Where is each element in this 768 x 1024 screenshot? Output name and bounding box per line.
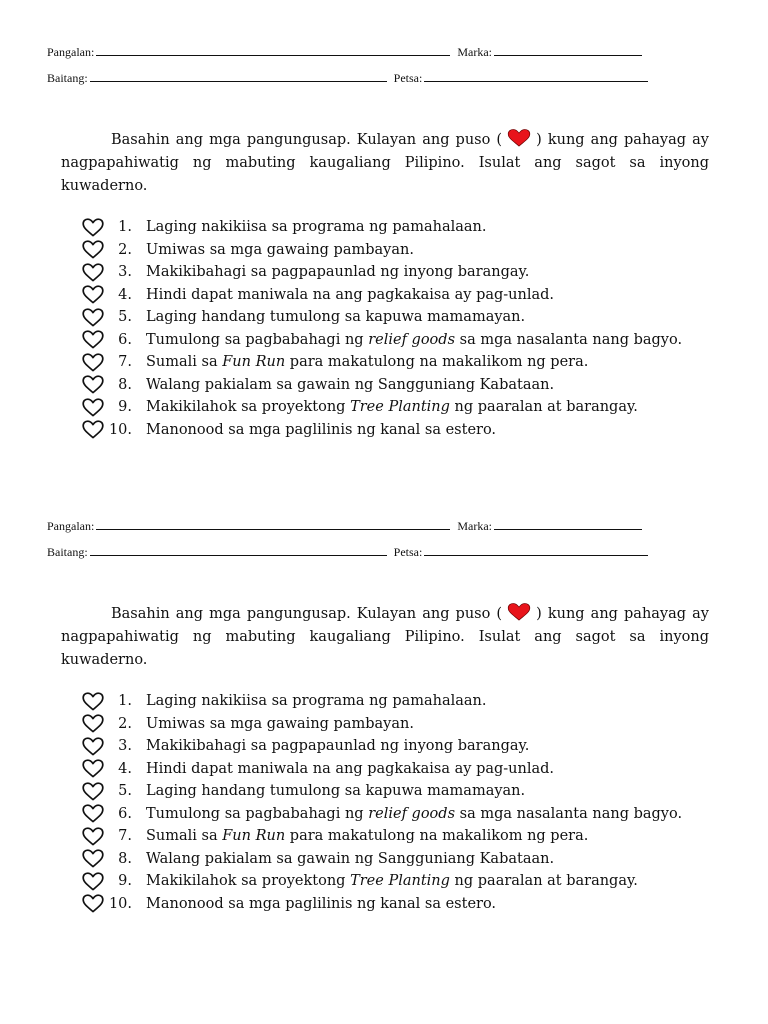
- item-text-part: para makatulong na makalikom ng pera.: [285, 354, 589, 370]
- item-text: [146, 284, 720, 307]
- item-text-part: Sumali sa: [146, 354, 223, 370]
- heart-outline-icon[interactable]: [80, 239, 106, 261]
- header-row-name: [47, 44, 642, 59]
- list-item: [80, 216, 720, 239]
- heart-outline-icon[interactable]: [80, 893, 106, 915]
- date-label: Petsa:: [393, 545, 423, 559]
- item-number: 1.: [118, 219, 132, 235]
- item-text: [146, 780, 720, 803]
- list-item: [80, 893, 720, 916]
- instructions-part-1: Basahin ang mga pangungusap. Kulayan ang puso (: [111, 132, 503, 148]
- instructions-part-2: ) kung ang pahayag ay nagpapahiwatig ng mabuting kaugaliang Pilipino. Isulat ang sagot sa inyong kuwaderno.: [61, 606, 709, 668]
- item-text: [146, 239, 720, 262]
- item-text-part: Laging nakikiisa sa programa ng pamahalaan.: [146, 219, 487, 235]
- item-text: [146, 374, 720, 397]
- name-label: Pangalan:: [47, 45, 95, 59]
- list-item: [80, 803, 720, 826]
- item-text: [146, 893, 720, 916]
- score-label: Marka:: [457, 45, 492, 59]
- item-text-part: Laging nakikiisa sa programa ng pamahalaan.: [146, 693, 487, 709]
- item-text-part: Hindi dapat maniwala na ang pagkakaisa ay pag-unlad.: [146, 286, 555, 303]
- heart-outline-icon[interactable]: [80, 713, 106, 735]
- item-number: 2.: [118, 715, 132, 732]
- item-number: 8.: [118, 376, 132, 393]
- item-text: [146, 848, 720, 871]
- item-text-part: Tumulong sa pagbabahagi ng: [146, 805, 369, 822]
- item-number: 6.: [118, 805, 132, 822]
- list-item: [80, 825, 720, 848]
- item-text: [146, 261, 720, 284]
- item-text-part: Makikibahagi sa pagpapaunlad ng inyong barangay.: [146, 264, 530, 280]
- item-text-part: para makatulong na makalikom ng pera.: [285, 828, 589, 844]
- list-item: [80, 329, 720, 352]
- item-number: 3.: [118, 264, 132, 280]
- heart-outline-icon[interactable]: [80, 825, 106, 847]
- item-text: [146, 713, 720, 736]
- item-text: [146, 419, 720, 442]
- item-text: [146, 690, 720, 713]
- item-text-part: ng paaralan at barangay.: [449, 399, 638, 415]
- red-heart-icon: [506, 603, 532, 621]
- list-item: [80, 261, 720, 284]
- item-number: 7.: [118, 354, 132, 370]
- header-row-grade: [47, 544, 648, 559]
- item-text-emphasis: Tree Planting: [350, 399, 450, 415]
- heart-outline-icon[interactable]: [80, 329, 106, 351]
- date-blank[interactable]: [424, 70, 648, 82]
- item-text-part: Walang pakialam sa gawain ng Sangguniang Kabataan.: [146, 376, 555, 393]
- heart-outline-icon[interactable]: [80, 758, 106, 780]
- item-text: [146, 351, 720, 374]
- item-number: 4.: [118, 286, 132, 303]
- item-text: [146, 216, 720, 239]
- list-item: [80, 396, 720, 419]
- list-item: [80, 780, 720, 803]
- header-row-name: [47, 518, 642, 533]
- item-number: 5.: [118, 783, 132, 799]
- heart-outline-icon[interactable]: [80, 419, 106, 441]
- statement-list: [80, 690, 720, 915]
- item-text-part: Makikilahok sa proyektong: [146, 873, 351, 889]
- item-text-emphasis: Fun Run: [222, 828, 286, 844]
- name-label: Pangalan:: [47, 519, 95, 533]
- worksheet-copy-2: [0, 512, 768, 972]
- item-text-part: Sumali sa: [146, 828, 223, 844]
- grade-blank[interactable]: [90, 544, 387, 556]
- grade-label: Baitang:: [47, 545, 88, 559]
- heart-outline-icon[interactable]: [80, 374, 106, 396]
- item-text: [146, 735, 720, 758]
- item-number: 9.: [118, 399, 132, 415]
- item-text-part: Manonood sa mga paglilinis ng kanal sa estero.: [146, 895, 497, 912]
- item-text-part: Makikilahok sa proyektong: [146, 399, 351, 415]
- heart-outline-icon[interactable]: [80, 780, 106, 802]
- header-row-grade: [47, 70, 648, 85]
- item-text: [146, 329, 720, 352]
- list-item: [80, 419, 720, 442]
- item-text-part: Umiwas sa mga gawaing pambayan.: [146, 241, 414, 258]
- list-item: [80, 870, 720, 893]
- score-blank[interactable]: [494, 518, 642, 530]
- item-text-part: Walang pakialam sa gawain ng Sangguniang Kabataan.: [146, 850, 555, 867]
- list-item: [80, 690, 720, 713]
- heart-outline-icon[interactable]: [80, 216, 106, 238]
- item-text: [146, 803, 720, 826]
- instructions: [61, 129, 709, 198]
- item-text-part: ng paaralan at barangay.: [449, 873, 638, 889]
- date-blank[interactable]: [424, 544, 648, 556]
- heart-outline-icon[interactable]: [80, 803, 106, 825]
- item-text: [146, 396, 720, 419]
- item-number: 3.: [118, 738, 132, 754]
- heart-outline-icon[interactable]: [80, 284, 106, 306]
- list-item: [80, 374, 720, 397]
- heart-outline-icon[interactable]: [80, 351, 106, 373]
- instructions: [61, 603, 709, 672]
- heart-outline-icon[interactable]: [80, 870, 106, 892]
- list-item: [80, 713, 720, 736]
- heart-outline-icon[interactable]: [80, 690, 106, 712]
- item-number: 10.: [108, 895, 132, 912]
- item-text-emphasis: relief goods: [368, 805, 456, 822]
- item-text: [146, 870, 720, 893]
- date-label: Petsa:: [393, 71, 423, 85]
- list-item: [80, 758, 720, 781]
- item-text-part: sa mga nasalanta nang bagyo.: [455, 331, 683, 348]
- list-item: [80, 351, 720, 374]
- item-text-part: Umiwas sa mga gawaing pambayan.: [146, 715, 414, 732]
- item-number: 5.: [118, 309, 132, 325]
- item-text: [146, 306, 720, 329]
- name-blank[interactable]: [96, 44, 450, 56]
- item-text: [146, 758, 720, 781]
- item-text: [146, 825, 720, 848]
- item-text-part: Manonood sa mga paglilinis ng kanal sa estero.: [146, 421, 497, 438]
- item-text-part: Hindi dapat maniwala na ang pagkakaisa ay pag-unlad.: [146, 760, 555, 777]
- item-number: 2.: [118, 241, 132, 258]
- instructions-part-1: Basahin ang mga pangungusap. Kulayan ang puso (: [111, 606, 503, 622]
- item-text-part: sa mga nasalanta nang bagyo.: [455, 805, 683, 822]
- list-item: [80, 306, 720, 329]
- item-text-part: Laging handang tumulong sa kapuwa mamamayan.: [146, 783, 526, 799]
- score-label: Marka:: [457, 519, 492, 533]
- item-text-part: Tumulong sa pagbabahagi ng: [146, 331, 369, 348]
- heart-outline-icon[interactable]: [80, 735, 106, 757]
- grade-label: Baitang:: [47, 71, 88, 85]
- list-item: [80, 848, 720, 871]
- red-heart-icon: [506, 129, 532, 147]
- item-text-part: Laging handang tumulong sa kapuwa mamamayan.: [146, 309, 526, 325]
- list-item: [80, 239, 720, 262]
- item-number: 6.: [118, 331, 132, 348]
- statement-list: [80, 216, 720, 441]
- item-number: 7.: [118, 828, 132, 844]
- name-blank[interactable]: [96, 518, 450, 530]
- item-number: 9.: [118, 873, 132, 889]
- instructions-part-2: ) kung ang pahayag ay nagpapahiwatig ng mabuting kaugaliang Pilipino. Isulat ang sagot sa inyong kuwaderno.: [61, 132, 709, 194]
- item-number: 4.: [118, 760, 132, 777]
- worksheet-copy-1: [0, 38, 768, 498]
- list-item: [80, 735, 720, 758]
- grade-blank[interactable]: [90, 70, 387, 82]
- heart-outline-icon[interactable]: [80, 848, 106, 870]
- item-text-emphasis: relief goods: [368, 331, 456, 348]
- heart-outline-icon[interactable]: [80, 396, 106, 418]
- item-text-part: Makikibahagi sa pagpapaunlad ng inyong barangay.: [146, 738, 530, 754]
- heart-outline-icon[interactable]: [80, 261, 106, 283]
- item-text-emphasis: Fun Run: [222, 354, 286, 370]
- item-number: 1.: [118, 693, 132, 709]
- item-text-emphasis: Tree Planting: [350, 873, 450, 889]
- heart-outline-icon[interactable]: [80, 306, 106, 328]
- list-item: [80, 284, 720, 307]
- item-number: 8.: [118, 850, 132, 867]
- item-number: 10.: [108, 421, 132, 438]
- score-blank[interactable]: [494, 44, 642, 56]
